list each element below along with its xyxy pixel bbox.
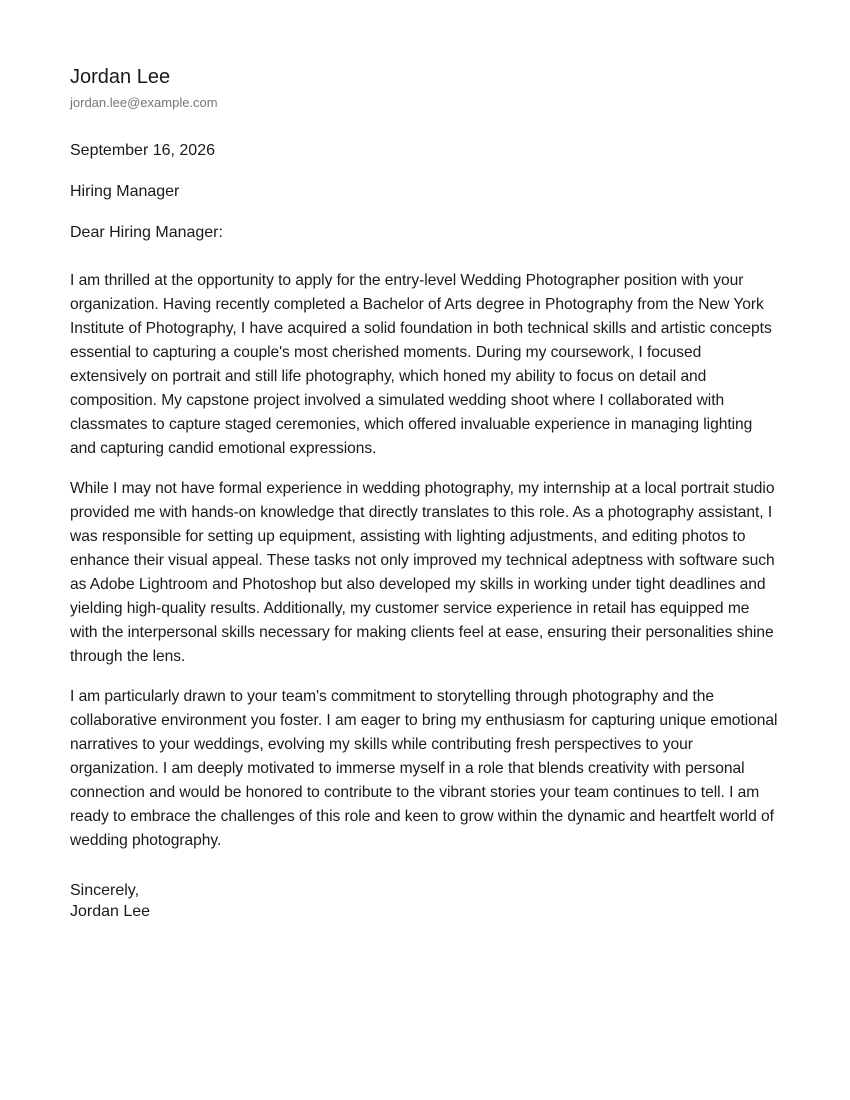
sender-email: jordan.lee@example.com xyxy=(70,95,218,110)
letter-date: September 16, 2026 xyxy=(70,142,215,159)
letter-header xyxy=(70,64,780,112)
letter-body xyxy=(70,269,780,853)
closing: Sincerely, xyxy=(70,882,140,899)
body-paragraph-2: While I may not have formal experience in wedding photography, my internship at a local portrait studio provided me with hands-on knowledge that directly translates to this role. As a photography assistant, I was responsible for setting up equipment, assisting with lighting adjustments, and editing photos to enhance their visual appeal. These tasks not only improved my technical adeptness with software such as Adobe Lightroom and Photoshop but also developed my skills in working under tight deadlines and yielding high-quality results. Additionally, my customer service experience in retail has equipped me with the interpersonal skills necessary for making clients feel at ease, ensuring their personalities shine through the lens. xyxy=(70,480,775,665)
salutation: Dear Hiring Manager: xyxy=(70,224,223,241)
signature: Jordan Lee xyxy=(70,903,151,920)
sender-name: Jordan Lee xyxy=(70,66,171,88)
body-paragraph-3: I am particularly drawn to your team's commitment to storytelling through photography and the collaborative environment you foster. I am eager to bring my enthusiasm for capturing unique emotional narratives to your weddings, evolving my skills while contributing fresh perspectives to your organization. I am deeply motivated to immerse myself in a role that blends creativity with personal connection and would be honored to contribute to the vibrant stories your team continues to tell. I am ready to embrace the challenges of this role and keen to grow within the dynamic and heartfelt world of wedding photography. xyxy=(70,688,778,849)
recipient: Hiring Manager xyxy=(70,183,180,200)
body-paragraph-1: I am thrilled at the opportunity to apply for the entry-level Wedding Photographer position with your organization. Having recently completed a Bachelor of Arts degree in Photography from the New York Institute of Photography, I have acquired a solid foundation in both technical skills and artistic concepts essential to capturing a couple's most cherished moments. During my coursework, I focused extensively on portrait and still life photography, which honed my ability to focus on detail and composition. My capstone project involved a simulated wedding shoot where I collaborated with classmates to capture staged ceremonies, which offered invaluable experience in managing lighting and capturing candid emotional expressions. xyxy=(70,272,772,457)
letter-closing-block xyxy=(70,880,780,922)
